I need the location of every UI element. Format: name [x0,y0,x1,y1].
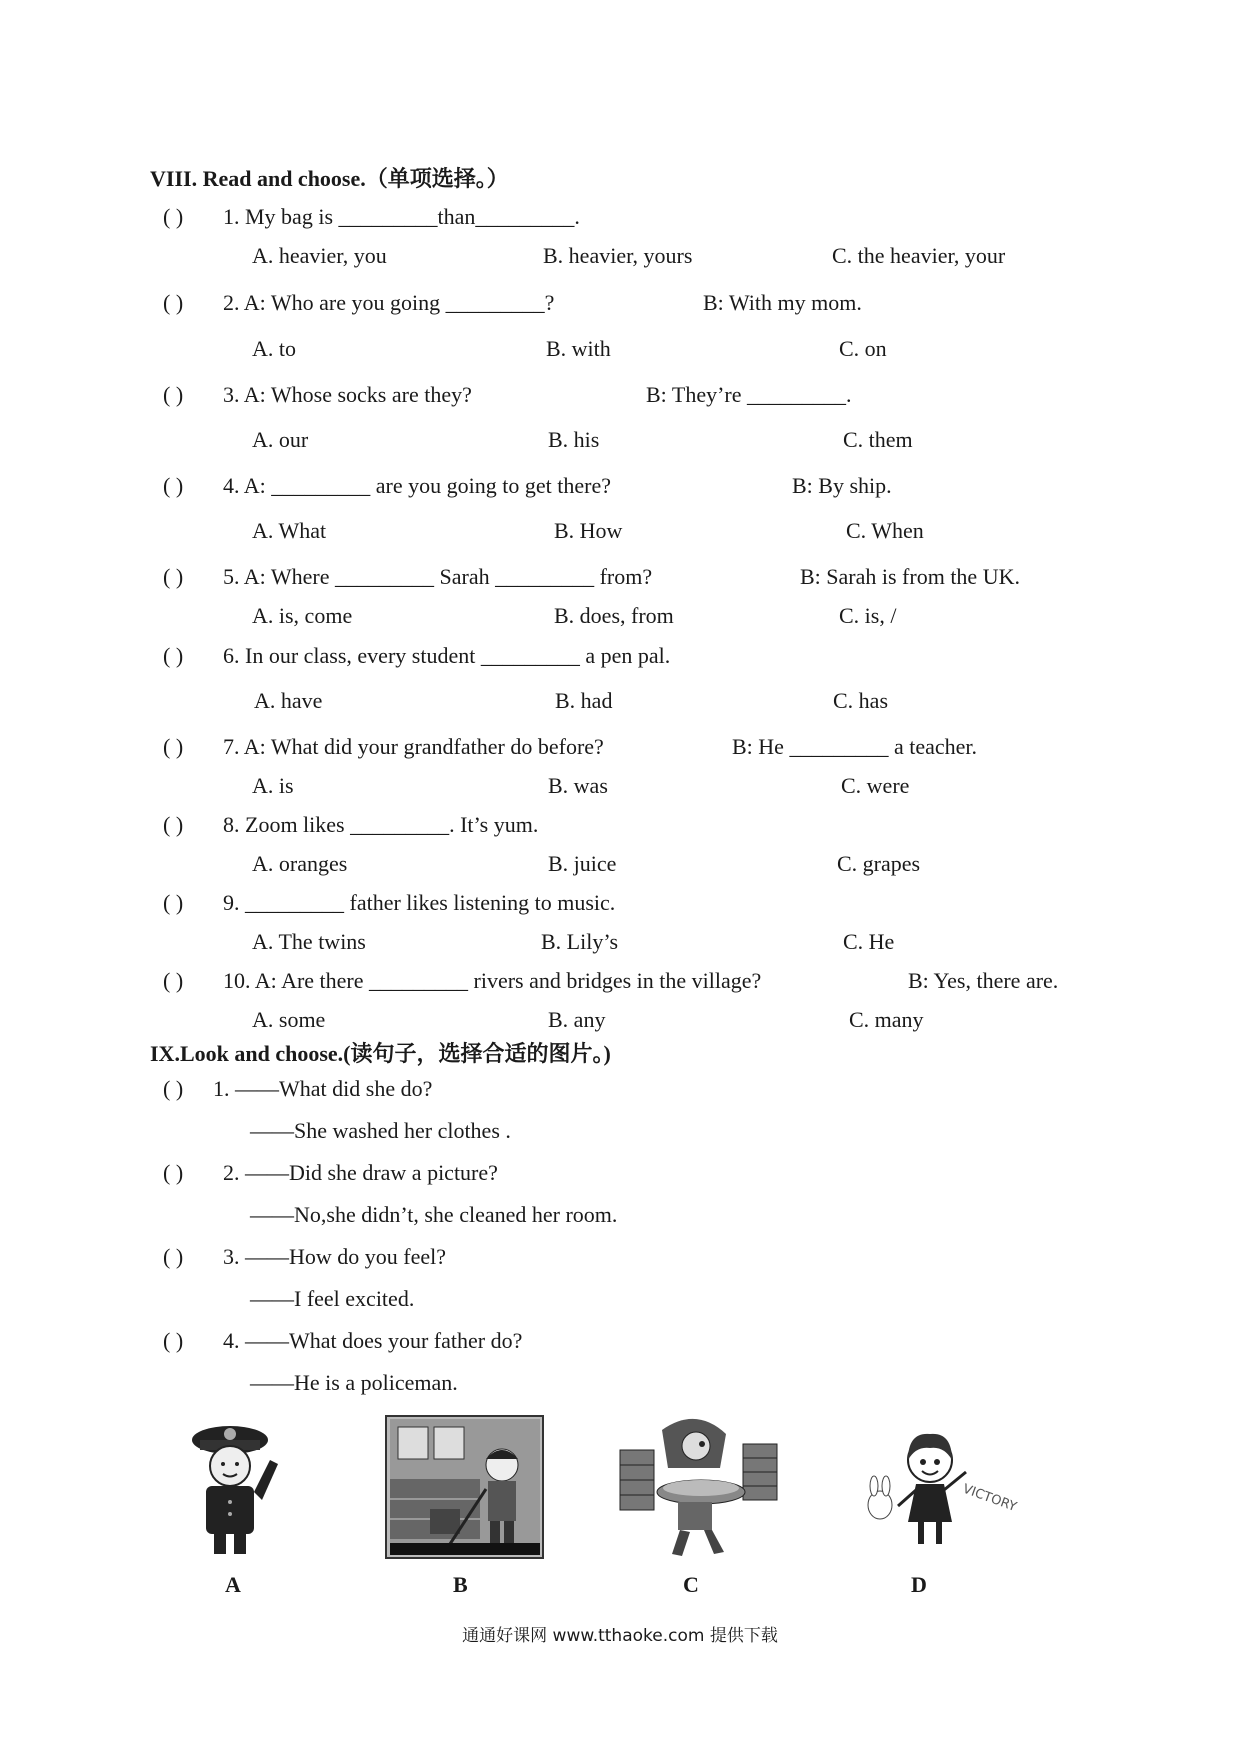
question-reply: B: Yes, there are. [908,968,1059,993]
question-stem: 5. A: Where _________ Sarah _________ from? [223,564,653,589]
answer-blank[interactable]: ( ) [163,204,184,229]
answer-blank[interactable]: ( ) [163,890,184,915]
question-reply: B: He _________ a teacher. [732,734,977,759]
policeman-saluting-icon [150,1410,310,1560]
excited-girl-victory-icon [850,1410,1019,1560]
option-b: B. juice [548,851,617,876]
question-stem: 6. In our class, every student _________ a pen pal. [223,643,671,668]
footer-credit: 通通好课网 www.tthaoke.com 提供下载 [462,1626,778,1646]
option-c: C. grapes [837,851,921,876]
option-b: B. heavier, yours [543,243,693,268]
question-reply: B: By ship. [792,473,892,498]
question-stem: 7. A: What did your grandfather do before? [223,734,604,759]
dialogue-answer: ——He is a policeman. [250,1370,458,1395]
option-c: C. is, / [839,603,897,628]
dialogue-answer: ——I feel excited. [250,1286,415,1311]
option-a: A. is [252,773,294,798]
section-9-title: IX.Look and choose.(读句子，选择合适的图片。) [150,1041,611,1066]
option-b: B. any [548,1007,606,1032]
option-a: A. our [252,427,309,452]
option-c: C. the heavier, your [832,243,1006,268]
question-stem: 4. A: _________ are you going to get there? [223,473,611,498]
option-b: B. Lily’s [541,929,619,954]
option-c: C. has [833,688,888,713]
option-c: C. were [841,773,910,798]
option-c: C. many [849,1007,924,1032]
option-a: A. to [252,336,296,361]
option-b: B. his [548,427,600,452]
option-a: A. heavier, you [252,243,387,268]
victory-text: VICTORY [960,1481,1019,1515]
answer-blank[interactable]: ( ) [163,968,184,993]
option-a: A. is, come [252,603,353,628]
option-c: C. When [846,518,924,543]
option-c: C. on [839,336,887,361]
dialogue-answer: ——No,she didn’t, she cleaned her room. [250,1202,618,1227]
dialogue-question: 2. ——Did she draw a picture? [223,1160,498,1185]
girl-washing-clothes-icon [618,1410,778,1560]
answer-blank[interactable]: ( ) [163,643,184,668]
question-stem: 3. A: Whose socks are they? [223,382,472,407]
option-b: B. had [555,688,613,713]
answer-blank[interactable]: ( ) [163,1328,184,1353]
option-a: A. The twins [252,929,366,954]
boy-cleaning-room-icon [385,1415,544,1559]
dialogue-answer: ——She washed her clothes . [250,1118,511,1143]
option-a: A. have [254,688,323,713]
answer-blank[interactable]: ( ) [163,812,184,837]
question-reply: B: Sarah is from the UK. [800,564,1020,589]
answer-blank[interactable]: ( ) [163,290,184,315]
dialogue-question: 1. ——What did she do? [213,1076,433,1101]
dialogue-question: 4. ——What does your father do? [223,1328,523,1353]
question-stem: 1. My bag is _________than_________. [223,204,580,229]
option-b: B. was [548,773,608,798]
option-b: B. does, from [554,603,674,628]
picture-label-b: B [453,1572,468,1597]
option-a: A. What [252,518,327,543]
question-reply: B: With my mom. [703,290,862,315]
section-8-title: VIII. Read and choose.（单项选择。） [150,166,509,191]
picture-label-a: A [225,1572,241,1597]
picture-label-c: C [683,1572,699,1597]
option-a: A. some [252,1007,326,1032]
answer-blank[interactable]: ( ) [163,1160,184,1185]
answer-blank[interactable]: ( ) [163,473,184,498]
option-b: B. with [546,336,611,361]
question-stem: 10. A: Are there _________ rivers and bridges in the village? [223,968,762,993]
answer-blank[interactable]: ( ) [163,1076,184,1101]
option-a: A. oranges [252,851,348,876]
question-reply: B: They’re _________. [646,382,852,407]
option-c: C. them [843,427,913,452]
question-stem: 8. Zoom likes _________. It’s yum. [223,812,539,837]
option-b: B. How [554,518,623,543]
answer-blank[interactable]: ( ) [163,734,184,759]
answer-blank[interactable]: ( ) [163,1244,184,1269]
answer-blank[interactable]: ( ) [163,382,184,407]
option-c: C. He [843,929,895,954]
dialogue-question: 3. ——How do you feel? [223,1244,447,1269]
question-stem: 9. _________ father likes listening to music. [223,890,616,915]
answer-blank[interactable]: ( ) [163,564,184,589]
picture-label-d: D [911,1572,927,1597]
question-stem: 2. A: Who are you going _________? [223,290,555,315]
